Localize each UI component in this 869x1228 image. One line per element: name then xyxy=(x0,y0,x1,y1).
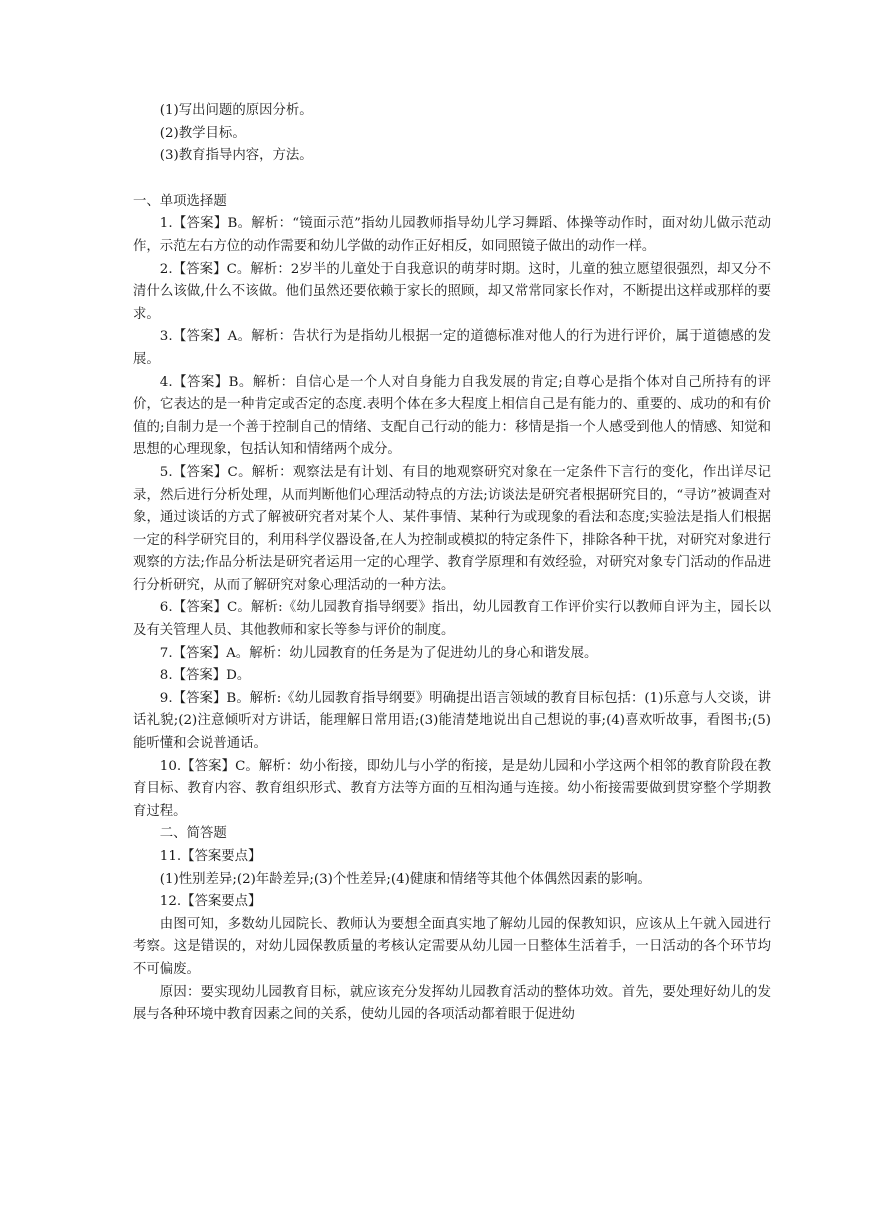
answer-item: 7.【答案】A。解析：幼儿园教育的任务是为了促进幼儿的身心和谐发展。 xyxy=(159,645,598,661)
answer-item: 9.【答案】B。解析:《幼儿园教育指导纲要》明确提出语言领域的教育目标包括：(1)乐意与人交谈，讲话礼貌;(2)注意倾听对方讲话，能理解日常用语;(3)能清楚地说出自己想说的事;(4)喜欢听故事，看图书;(5)能听懂和会说普通话。 xyxy=(133,690,771,752)
answer-item: 4.【答案】B。解析：自信心是一个人对自身能力自我发展的肯定;自尊心是指个体对自己所持有的评价，它表达的是一种肯定或否定的态度.表明个体在多大程度上相信自己是有能力的、重要的、成功的和有价值的;自制力是一个善于控制自己的情绪、支配自己行动的能力：移情是指一个人感受到他人的情感、知觉和思想的心理现象，包括认知和情绪两个成分。 xyxy=(133,374,771,458)
answer-item: 5.【答案】C。解析：观察法是有计划、有目的地观察研究对象在一定条件下言行的变化，作出详尽记录，然后进行分析处理，从而判断他们心理活动特点的方法;访谈法是研究者根据研究目的，“寻访”被调查对象，通过谈话的方式了解被研究者对某个人、某件事情、某种行为或现象的看法和态度;实验法是指人们根据一定的科学研究目的，利用科学仪器设备,在人为控制或模拟的特定条件下，排除各种干扰，对研究对象进行观察的方法;作品分析法是研究者运用一定的心理学、教育学原理和有效经验，对研究对象专门活动的作品进行分析研究，从而了解研究对象心理活动的一种方法。 xyxy=(133,464,771,593)
answer-item: 10.【答案】C。解析：幼小衔接，即幼儿与小学的衔接，是是幼儿园和小学这两个相邻的教育阶段在教育目标、教育内容、教育组织形式、教育方法等方面的互相沟通与连接。幼小衔接需要做到贯穿整个学期教育过程。 xyxy=(133,758,771,819)
answer-item: 8.【答案】D。 xyxy=(159,668,251,684)
intro-item: (2)教学目标。 xyxy=(159,125,246,141)
q12-paragraph: 由图可知，多数幼儿园院长、教师认为要想全面真实地了解幼儿园的保教知识，应该从上午就入园进行考察。这是错误的，对幼儿园保教质量的考核认定需要从幼儿园一日整体生活着手，一日活动的各个环节均不可偏废。 xyxy=(133,916,771,977)
intro-item: (3)教育指导内容，方法。 xyxy=(159,148,313,164)
answer-item: 1.【答案】B。解析：“镜面示范”指幼儿园教师指导幼儿学习舞蹈、体操等动作时，面对幼儿做示范动作，示范左右方位的动作需要和幼儿学做的动作正好相反，如同照镜子做出的动作一样。 xyxy=(133,216,771,254)
section-heading-single-choice: 一、单项选择题 xyxy=(133,193,227,209)
answer-item: 6.【答案】C。解析:《幼儿园教育指导纲要》指出，幼儿园教育工作评价实行以教师自评为主，园长以及有关管理人员、其他教师和家长等参与评价的制度。 xyxy=(133,600,771,639)
section-heading-short-answer: 二、简答题 xyxy=(159,826,227,842)
answer-item: 2.【答案】C。解析：2岁半的儿童处于自我意识的萌芽时期。这时，儿童的独立愿望很强烈，却又分不清什么该做,什么不该做。他们虽然还要依赖于家长的照顾，却又常常同家长作对，不断提出这样或那样的要求。 xyxy=(133,261,771,322)
q11-text: (1)性别差异;(2)年龄差异;(3)个性差异;(4)健康和情绪等其他个体偶然因素的影响。 xyxy=(159,871,651,887)
q12-paragraph: 原因：要实现幼儿园教育目标，就应该充分发挥幼儿园教育活动的整体功效。首先，要处理好幼儿的发展与各种环境中教育因素之间的关系，使幼儿园的各项活动都着眼于促进幼 xyxy=(133,984,771,1023)
answer-item: 3.【答案】A。解析：告状行为是指幼儿根据一定的道德标准对他人的行为进行评价，属于道德感的发展。 xyxy=(133,329,771,367)
q12-label: 12.【答案要点】 xyxy=(159,894,262,910)
intro-item: (1)写出问题的原因分析。 xyxy=(159,103,313,118)
q11-label: 11.【答案要点】 xyxy=(159,849,262,864)
document-page xyxy=(133,100,771,1027)
